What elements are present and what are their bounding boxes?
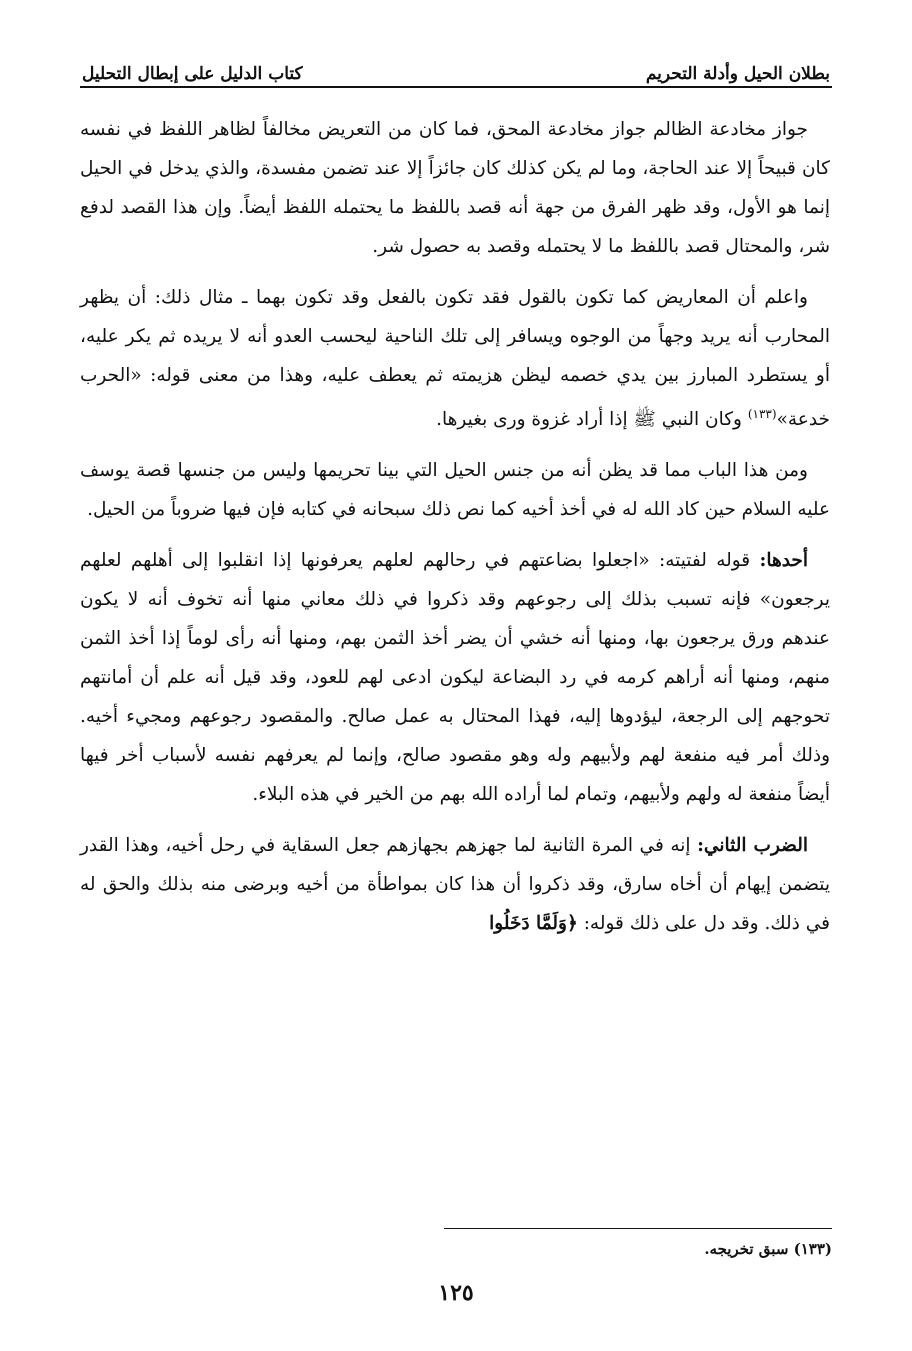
paragraph-lead: أحدها: xyxy=(759,550,808,572)
paragraph-text: جواز مخادعة الظالم جواز مخادعة المحق، فما كان من التعريض مخالفاً لظاهر اللفظ في نفسه كان قبيحاً إلا عند الحاجة، وما لم يكن كذلك كان جائزاً إلا عند تضمن مفسدة، والذي يدخل في الحيل إنما هو الأول، وقد ظهر الفرق من جهة أنه قصد باللفظ ما يحتمله اللفظ أيضاً. وإن هذا القصد لدفع شر، والمحتال قصد باللفظ ما لا يحتمله وقصد به حصول شر. xyxy=(80,119,830,257)
paragraph-3 xyxy=(80,451,830,529)
paragraph-lead: الضرب الثاني: xyxy=(697,835,809,857)
quran-quote: ﴿وَلَمَّا دَخَلُوا xyxy=(489,913,578,935)
paragraph-text: قوله لفتيته: «اجعلوا بضاعتهم في رحالهم لعلهم يعرفونها إذا انقلبوا إلى أهلهم لعلهم يرجعون» فإنه تسبب بذلك إلى رجوعهم وقد ذكروا في ذلك معاني منها أنه تخوف أنه لا يكون عندهم ورق يرجعون بها، ومنها أنه خشي أن يضر أخذ الثمن بهم، ومنها أنه رأى لوماً إذا أخذ الثمن منهم، ومنها أنه أراهم كرمه في رد البضاعة ليكون ادعى لهم للعود، وقد قيل أنه علم أن أمانتهم تحوجهم إلى الرجعة، ليؤدوها إليه، فهذا المحتال به عمل صالح. والمقصود رجوعهم ومجيء أخيه. وذلك أمر فيه منفعة لهم ولأبيهم وله وهو مقصود صالح، وإنما لم يعرفهم نفسه لأسباب أخر فيها أيضاً منفعة له ولهم ولأبيهم، وتمام لما أراده الله بهم من الخير في هذه البلاء. xyxy=(80,550,830,806)
paragraph-text: وكان النبي ﷺ إذا أراد غزوة ورى بغيرها. xyxy=(436,409,748,431)
paragraph-text: إنه في المرة الثانية لما جهزهم بجهازهم جعل السقاية في رحل أخيه، وهذا القدر يتضمن إيهام أن أخاه سارق، وقد ذكروا أن هذا كان بمواطأة من أخيه وبرضى منه بذلك والحق له في ذلك. وقد دل على ذلك قوله: xyxy=(80,835,830,935)
main-text xyxy=(80,110,830,955)
footnote-reference: (١٣٣) xyxy=(747,407,777,421)
header-left-title: كتاب الدليل على إبطال التحليل xyxy=(82,64,303,84)
running-header xyxy=(82,44,830,84)
paragraph-4 xyxy=(80,541,830,814)
paragraph-5 xyxy=(80,826,830,943)
header-divider xyxy=(80,86,832,88)
paragraph-2 xyxy=(80,278,830,439)
footnote: (١٣٣) سبق تخريجه. xyxy=(704,1240,832,1258)
paragraph-1 xyxy=(80,110,830,266)
footnote-divider xyxy=(444,1228,832,1229)
paragraph-text: ومن هذا الباب مما قد يظن أنه من جنس الحيل التي بينا تحريمها وليس من جنسها قصة يوسف عليه السلام حين كاد الله له في أخذ أخيه كما نص ذلك سبحانه في كتابه فإن فيها ضروباً من الحيل. xyxy=(80,460,830,521)
page-number: ١٢٥ xyxy=(438,1280,474,1306)
header-right-title: بطلان الحيل وأدلة التحريم xyxy=(645,64,830,84)
paragraph-text: واعلم أن المعاريض كما تكون بالقول فقد تكون بالفعل وقد تكون بهما ـ مثال ذلك: أن يظهر المحارب أنه يريد وجهاً من الوجوه ويسافر إلى تلك الناحية ليحسب العدو أنه لا يريده ثم يكر عليه، أو يستطرد المبارز بين يدي خصمه ليظن هزيمته ثم يعطف عليه، وهذا من معنى قوله: «الحرب خدعة» xyxy=(80,287,830,431)
